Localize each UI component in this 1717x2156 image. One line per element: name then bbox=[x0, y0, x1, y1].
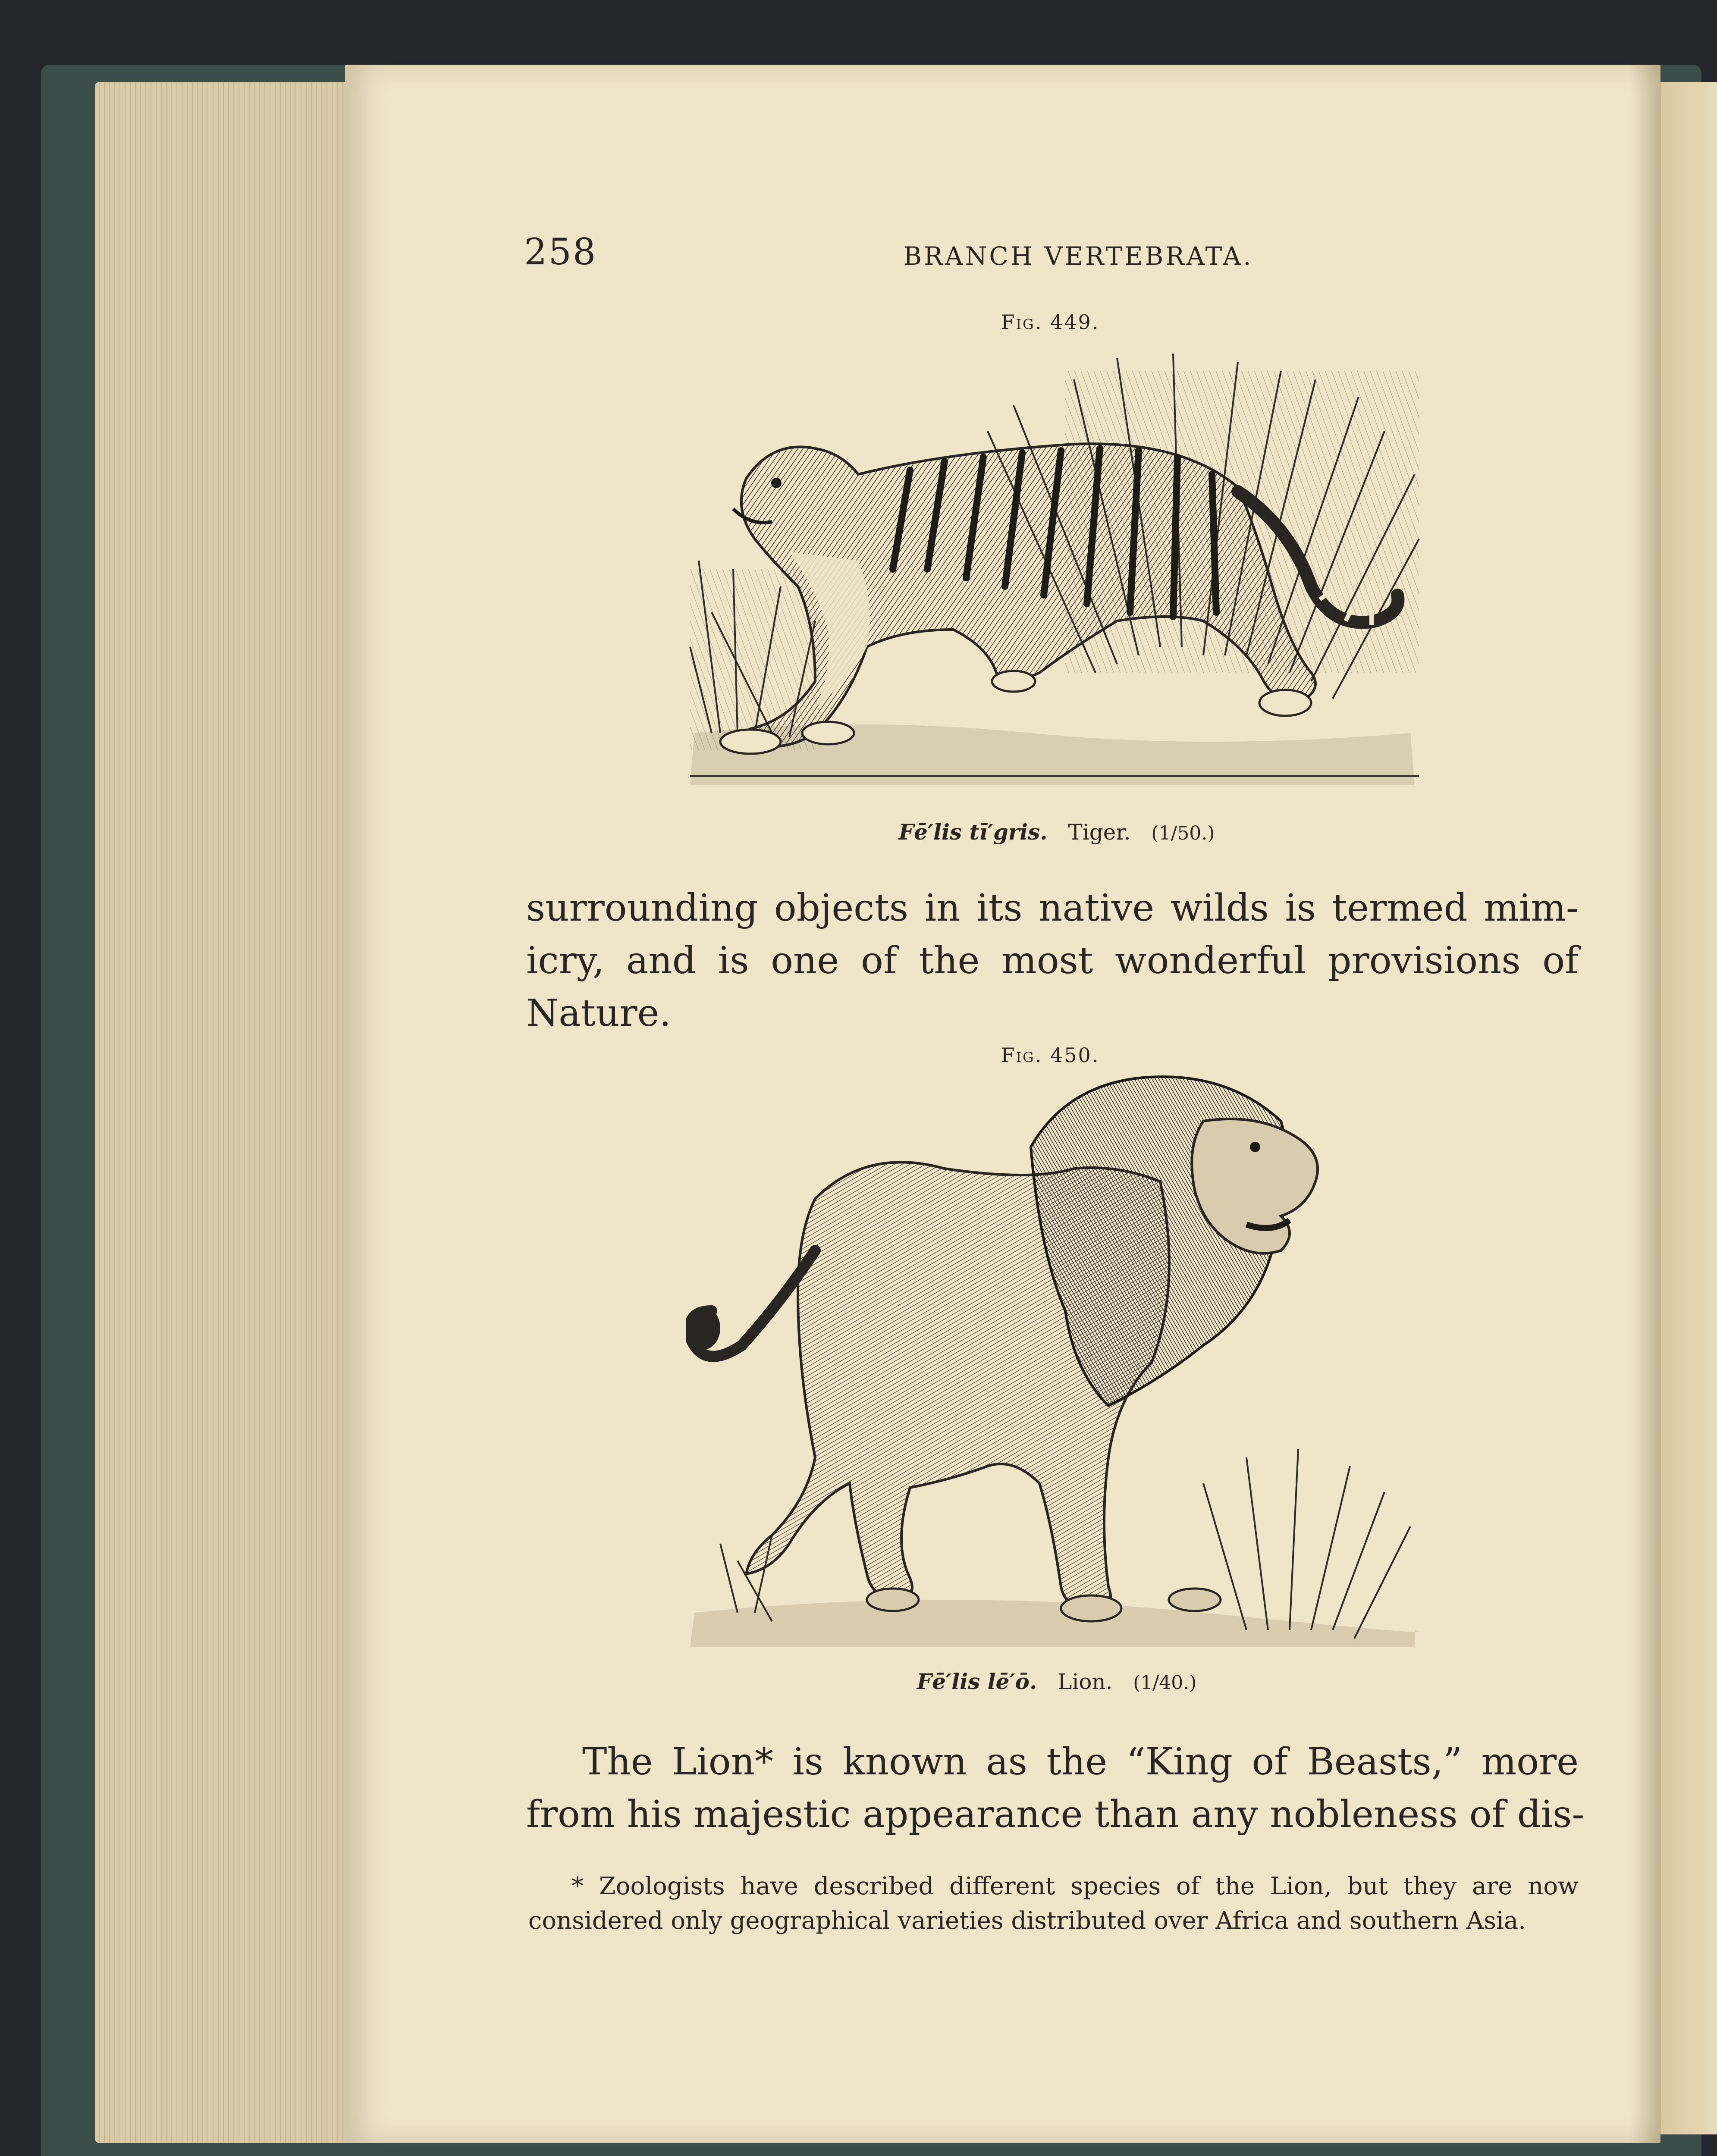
scientific-name: Fē′lis tī′gris. bbox=[898, 819, 1048, 845]
scientific-name: Fē′lis lē′ō. bbox=[917, 1669, 1037, 1694]
text-line: Nature. bbox=[526, 992, 671, 1035]
figure-caption-449 bbox=[690, 819, 1423, 845]
common-name: Lion. bbox=[1058, 1669, 1113, 1694]
scale: (1/40.) bbox=[1133, 1672, 1197, 1694]
scale: (1/50.) bbox=[1151, 822, 1215, 844]
text-line: The Lion* is known as the “King of Beasts,” more bbox=[582, 1740, 1579, 1783]
page-number: 258 bbox=[524, 231, 597, 273]
text-line: from his majestic appearance than any nobleness of dis- bbox=[526, 1793, 1585, 1836]
text-line: icry, and is one of the most wonderful provisions of bbox=[526, 939, 1579, 982]
footnote: * Zoologists have described different species of the Lion, but they are now considered only geographical varieties distributed over Africa and southern Asia. bbox=[528, 1872, 1579, 1935]
next-page-edge bbox=[1658, 82, 1717, 2134]
running-title: BRANCH VERTEBRATA. bbox=[903, 241, 1253, 271]
figure-caption-450 bbox=[690, 1669, 1423, 1694]
lion-engraving-icon bbox=[686, 1069, 1419, 1664]
common-name: Tiger. bbox=[1068, 820, 1131, 845]
figure-label-449: Fig. 449. bbox=[1001, 310, 1100, 334]
page-edges bbox=[95, 82, 354, 2143]
paragraph-mimicry bbox=[526, 882, 1579, 1040]
tiger-engraving-icon bbox=[686, 345, 1423, 802]
figure-label-450: Fig. 450. bbox=[1001, 1044, 1100, 1067]
paragraph-lion bbox=[526, 1736, 1585, 1841]
text-line: surrounding objects in its native wilds is termed mim- bbox=[526, 887, 1579, 930]
binding-shadow bbox=[1630, 65, 1660, 2143]
